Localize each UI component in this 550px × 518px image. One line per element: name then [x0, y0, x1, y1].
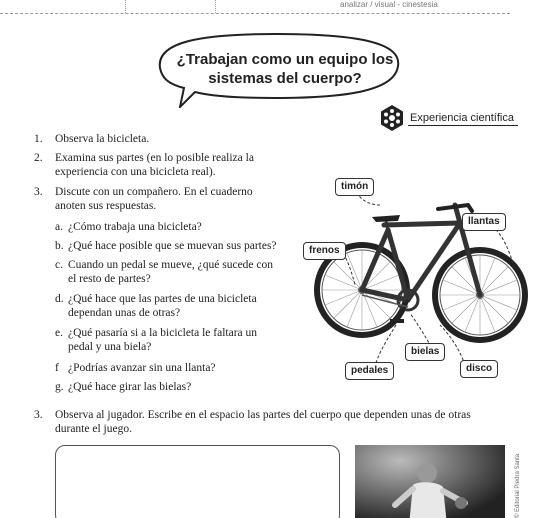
- question-text-line: ¿Qué hace que las partes de una bicicleta: [68, 293, 257, 305]
- question-text-line: dependan unas de otras?: [68, 307, 181, 319]
- question-text: ¿Cómo trabaja una bicicleta?: [68, 221, 202, 233]
- bike-pedal: [390, 319, 404, 323]
- step-number: 1.: [34, 133, 43, 145]
- soccer-player-image: [355, 445, 505, 518]
- bike-seat: [372, 215, 400, 222]
- label-frenos: frenos: [303, 242, 346, 260]
- title-line-2: sistemas del cuerpo?: [208, 70, 362, 87]
- player-photo: [355, 445, 505, 518]
- step-text-line: experiencia con una bicicleta real).: [55, 166, 216, 178]
- header-dotted-rule: [0, 13, 510, 14]
- answer-box[interactable]: [55, 445, 340, 518]
- step-number: 3.: [34, 186, 43, 198]
- step-text: [55, 185, 305, 213]
- label-pedales: pedales: [345, 362, 394, 380]
- question-text: [68, 292, 300, 320]
- atom-icon: [378, 104, 406, 132]
- question-letter: c.: [55, 259, 63, 271]
- step-text-line: Observa al jugador. Escribe en el espacio las partes del cuerpo que dependen unas de otras: [55, 409, 471, 421]
- label-timon: timón: [335, 178, 374, 196]
- question-text-line: pedal y una biela?: [68, 341, 152, 353]
- question-text-line: el resto de partes?: [68, 273, 151, 285]
- question-text-line: Cuando un pedal se mueve, ¿qué sucede con: [68, 259, 274, 271]
- experience-label: Experiencia científica: [408, 112, 518, 126]
- question-letter: b.: [55, 240, 64, 252]
- header-divider: [125, 0, 126, 13]
- question-text: [68, 258, 300, 286]
- header-divider: [215, 0, 216, 13]
- step-text: [55, 151, 305, 179]
- question-letter: e.: [55, 327, 63, 339]
- label-bielas: bielas: [405, 343, 445, 361]
- step-text-line: Discute con un compañero. En el cuaderno: [55, 186, 253, 198]
- step-text-line: durante el juego.: [55, 423, 132, 435]
- question-letter: d.: [55, 293, 64, 305]
- page-title: [165, 50, 405, 88]
- question-text-line: ¿Qué pasaría si a la bicicleta le faltara un: [68, 327, 258, 339]
- question-letter: f: [55, 362, 59, 374]
- step-text: Observa la bicicleta.: [55, 133, 150, 145]
- step-text: [55, 408, 505, 436]
- question-text: ¿Qué hace girar las bielas?: [68, 381, 192, 393]
- question-letter: g.: [55, 381, 64, 393]
- step-number: 3.: [34, 409, 43, 421]
- question-letter: a.: [55, 221, 63, 233]
- step-text-line: anoten sus respuestas.: [55, 200, 157, 212]
- label-disco: disco: [460, 360, 498, 378]
- step-text-line: Examina sus partes (en lo posible realiza la: [55, 152, 254, 164]
- skills-text: analizar / visual - cinestesia: [340, 0, 438, 9]
- title-line-1: ¿Trabajan como un equipo los: [176, 51, 394, 68]
- question-text: ¿Qué hace posible que se muevan sus partes?: [68, 240, 277, 252]
- question-text: [68, 326, 300, 354]
- question-text: ¿Podrías avanzar sin una llanta?: [68, 362, 216, 374]
- label-llantas: llantas: [462, 213, 506, 231]
- publisher-credit: © Editorial Piedra Santa: [515, 453, 521, 518]
- step-number: 2.: [34, 152, 43, 164]
